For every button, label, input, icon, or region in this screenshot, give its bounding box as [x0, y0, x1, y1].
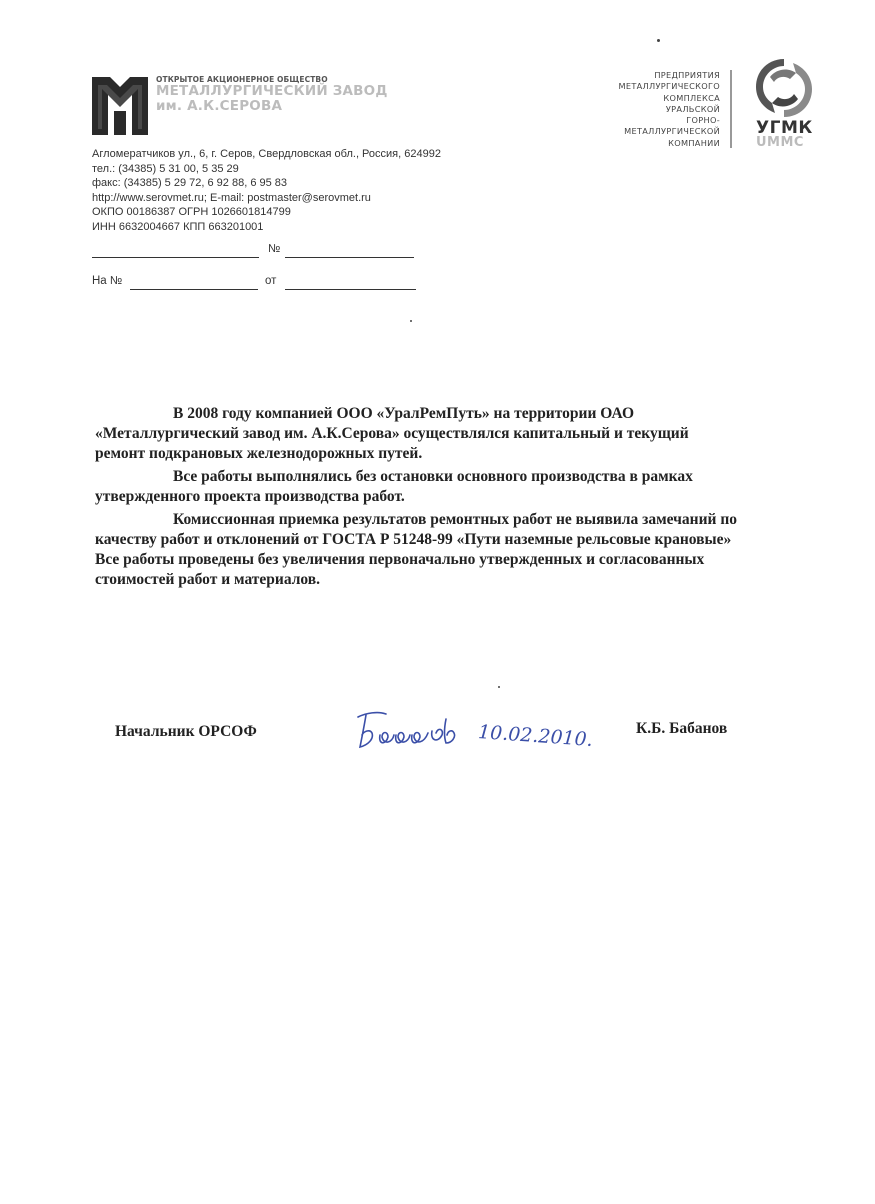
company-name: [156, 75, 388, 114]
holding-divider: [730, 70, 732, 148]
scan-speck: [410, 320, 412, 322]
holding-caption: ПРЕДПРИЯТИЯ МЕТАЛЛУРГИЧЕСКОГО КОМПЛЕКСА УРАЛЬСКОЙ ГОРНО- МЕТАЛЛУРГИЧЕСКОЙ КОМПАНИИ: [618, 70, 720, 148]
body-line: стоимостей работ и материалов.: [95, 571, 321, 588]
company-name-line1: МЕТАЛЛУРГИЧЕСКИЙ ЗАВОД: [156, 83, 388, 99]
body-line: утвержденного проекта производства работ.: [95, 488, 405, 505]
reply-date-line: [285, 289, 416, 290]
ugmk-wordmark: [756, 120, 813, 149]
scan-speck: [498, 686, 500, 688]
body-line: Комиссионная приемка результатов ремонтных работ не выявила замечаний по: [173, 511, 737, 528]
company-form: ОТКРЫТОЕ АКЦИОНЕРНОЕ ОБЩЕСТВО: [156, 75, 328, 84]
reply-number-label: На №: [92, 275, 123, 287]
company-address-block: [92, 147, 441, 234]
signatory-name: К.Б. Бабанов: [636, 720, 728, 737]
body-line: В 2008 году компанией ООО «УралРемПуть» на территории ОАО: [173, 405, 635, 422]
ugmk-brand-en: UMMC: [756, 135, 804, 150]
body-line: качеству работ и отклонений от ГОСТА Р 51248-99 «Пути наземные рельсовые крановые»: [95, 531, 732, 548]
outgoing-number-line: [285, 257, 414, 258]
street-address: Агломератчиков ул., 6, г. Серов, Свердловская обл., Россия, 624992: [92, 148, 441, 160]
reply-number-line: [130, 289, 258, 290]
signatory-position: Начальник ОРСОФ: [115, 723, 257, 740]
body-line: ремонт подкрановых железнодорожных путей.: [95, 445, 423, 462]
fax-line: факс: (34385) 5 29 72, 6 92 88, 6 95 83: [92, 177, 288, 189]
outgoing-number-label: №: [268, 243, 281, 255]
reply-date-label: от: [265, 275, 277, 287]
handwritten-date: 10.02.2010.: [477, 721, 594, 751]
company-name-line2: им. А.К.СЕРОВА: [156, 98, 283, 114]
handwritten-signature: [352, 705, 467, 755]
body-line: «Металлургический завод им. А.К.Серова» осуществлялся капитальный и текущий: [95, 425, 689, 442]
mmk-logo-icon: [92, 77, 148, 135]
body-line: Все работы проведены без увеличения первоначально утвержденных и согласованных: [95, 551, 705, 568]
letter-body: [95, 404, 825, 590]
scan-speck: [657, 39, 660, 42]
inn-kpp-line: ИНН 6632004667 КПП 663201001: [92, 220, 264, 233]
ugmk-brand-ru: УГМК: [756, 118, 813, 138]
outgoing-date-line: [92, 257, 259, 258]
okpo-ogrn-line: ОКПО 00186387 ОГРН 1026601814799: [92, 206, 291, 218]
phone-line: тел.: (34385) 5 31 00, 5 35 29: [92, 162, 239, 175]
body-line: Все работы выполнялись без остановки основного производства в рамках: [173, 468, 693, 485]
ugmk-emblem-icon: [748, 55, 820, 121]
web-email-line: http://www.serovmet.ru; E-mail: postmaster@serovmet.ru: [92, 191, 371, 204]
